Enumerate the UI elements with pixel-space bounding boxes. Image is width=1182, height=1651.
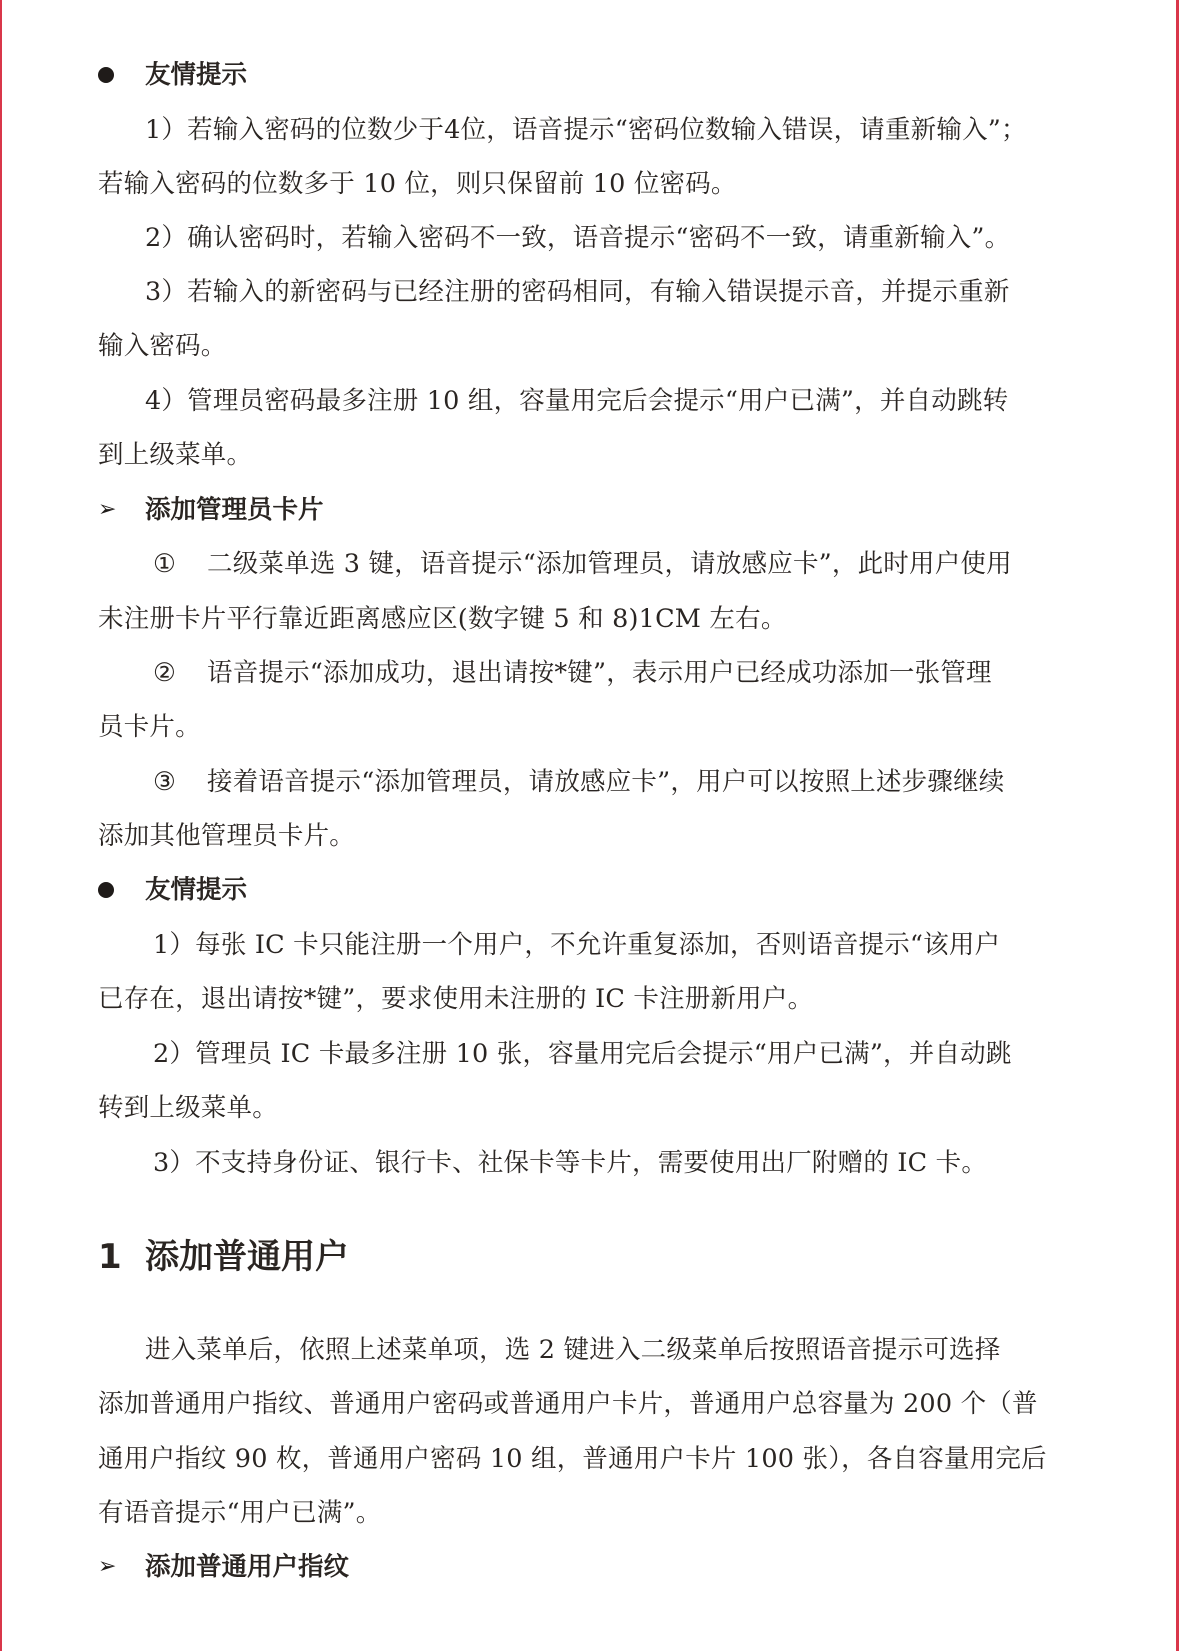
- tip1-line-5: 输入密码。: [98, 331, 227, 361]
- add-user-fingerprint-heading: 添加普通用户指纹: [145, 1552, 350, 1582]
- arrow-bullet-icon: ➢: [98, 1554, 117, 1579]
- step-2-line-2: 员卡片。: [98, 712, 201, 742]
- tip1-line-6: 4）管理员密码最多注册 10 组，容量用完后会提示“用户已满”，并自动跳转: [145, 386, 1009, 416]
- tip-heading-2: 友情提示: [145, 875, 248, 905]
- step-2-text: 语音提示“添加成功，退出请按*键”，表示用户已经成功添加一张管理: [207, 658, 992, 688]
- tip2-line-3: 2）管理员 IC 卡最多注册 10 张，容量用完后会提示“用户已满”，并自动跳: [153, 1039, 1012, 1069]
- page-border-right: [1176, 0, 1179, 1651]
- section-paragraph-line-4: 有语音提示“用户已满”。: [98, 1498, 382, 1528]
- tip1-line-7: 到上级菜单。: [98, 440, 253, 470]
- section-paragraph-line-2: 添加普通用户指纹、普通用户密码或普通用户卡片，普通用户总容量为 200 个（普: [98, 1389, 1038, 1419]
- tip2-line-1: 1）每张 IC 卡只能注册一个用户，不允许重复添加，否则语音提示“该用户: [153, 930, 1001, 960]
- bullet-dot-icon: [98, 67, 114, 83]
- arrow-bullet-icon: ➢: [98, 497, 117, 522]
- section-title: 添加普通用户: [145, 1237, 349, 1277]
- tip1-line-1: 1）若输入密码的位数少于4位，语音提示“密码位数输入错误，请重新输入”；: [145, 115, 1027, 145]
- step-3-line-2: 添加其他管理员卡片。: [98, 821, 356, 851]
- step-3-text: 接着语音提示“添加管理员，请放感应卡”，用户可以按照上述步骤继续: [207, 767, 1005, 797]
- section-number: 1: [98, 1237, 122, 1277]
- tip1-line-3: 2）确认密码时，若输入密码不一致，语音提示“密码不一致，请重新输入”。: [145, 223, 1011, 253]
- step-3-line-1: [153, 766, 1080, 798]
- add-admin-card-heading: 添加管理员卡片: [145, 495, 324, 525]
- section-paragraph-line-1: 进入菜单后，依照上述菜单项，选 2 键进入二级菜单后按照语音提示可选择: [145, 1335, 1001, 1365]
- step-2-line-1: [153, 657, 1080, 689]
- section-paragraph-line-3: 通用户指纹 90 枚，普通用户密码 10 组，普通用户卡片 100 张），各自容量用完后: [98, 1444, 1047, 1474]
- step-1-text: 二级菜单选 3 键，语音提示“添加管理员，请放感应卡”，此时用户使用: [207, 549, 1012, 579]
- step-1-line-2: 未注册卡片平行靠近距离感应区(数字键 5 和 8)1CM 左右。: [98, 604, 787, 634]
- tip2-line-2: 已存在，退出请按*键”，要求使用未注册的 IC 卡注册新用户。: [98, 984, 814, 1014]
- tip-heading-1: 友情提示: [145, 60, 248, 90]
- bullet-dot-icon: [98, 882, 114, 898]
- step-1-marker: ①: [153, 549, 177, 579]
- step-2-marker: ②: [153, 658, 177, 688]
- page-border-left: [0, 0, 2, 1651]
- step-1-line-1: [153, 548, 1080, 580]
- step-3-marker: ③: [153, 767, 177, 797]
- tip2-line-4: 转到上级菜单。: [98, 1093, 278, 1123]
- tip1-line-2: 若输入密码的位数多于 10 位，则只保留前 10 位密码。: [98, 169, 737, 199]
- tip1-line-4: 3）若输入的新密码与已经注册的密码相同，有输入错误提示音，并提示重新: [145, 277, 1010, 307]
- tip2-line-5: 3）不支持身份证、银行卡、社保卡等卡片，需要使用出厂附赠的 IC 卡。: [153, 1148, 988, 1178]
